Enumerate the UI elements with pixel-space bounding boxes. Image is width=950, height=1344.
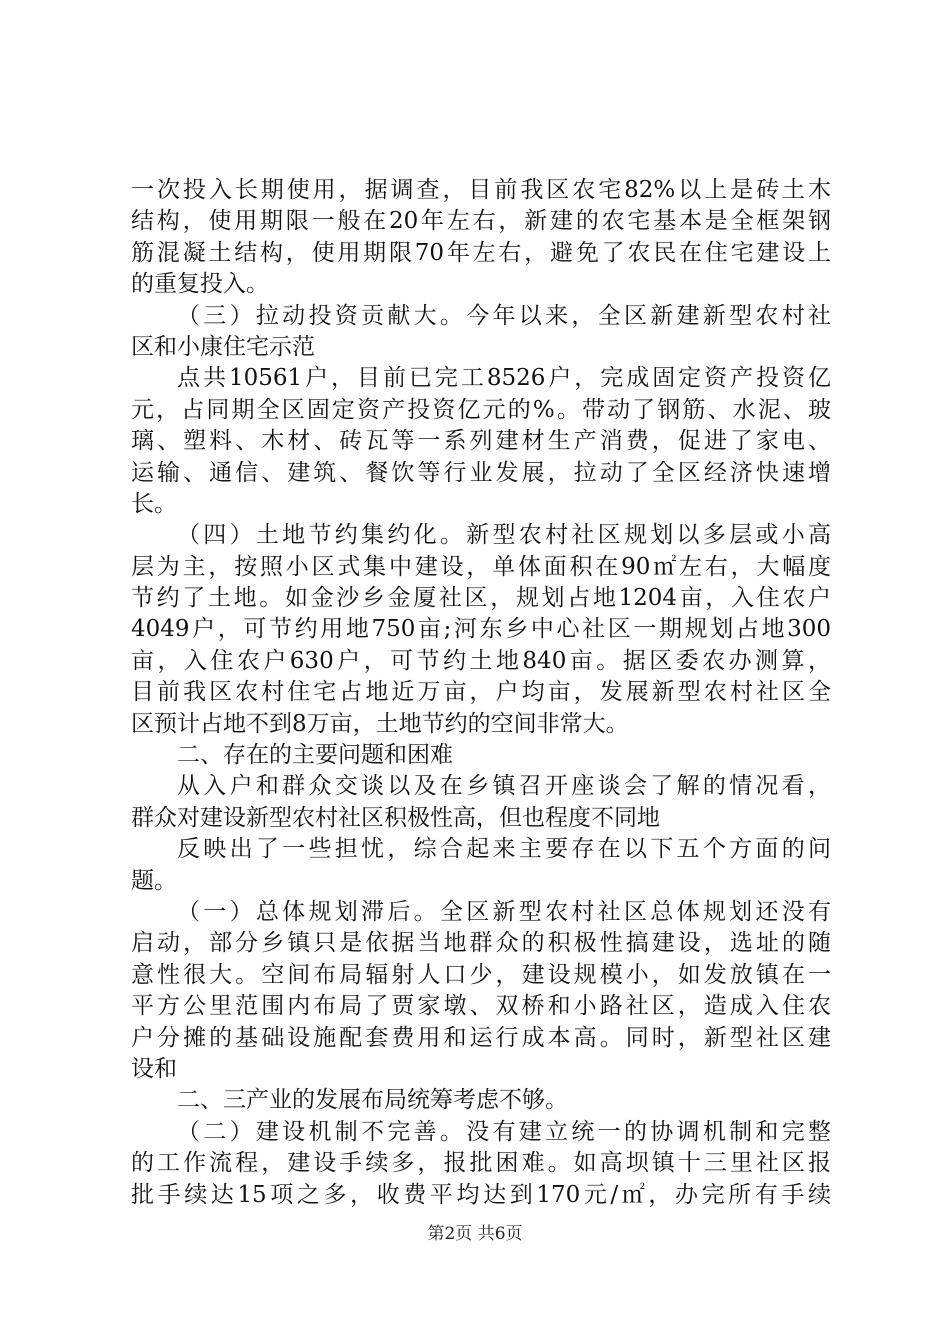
text-line: （一）总体规划滞后。全区新型农村社区总体规划还没有: [177, 898, 831, 925]
text-line: 题。: [131, 867, 177, 894]
text-line: 群众对建设新型农村社区积极性高，但也程度不同地: [131, 804, 660, 831]
text-line: 层为主，按照小区式集中建设，单体面积在90㎡左右，大幅度: [131, 553, 831, 580]
text-line: 结构，使用期限一般在20年左右，新建的农宅基本是全框架钢: [131, 208, 831, 235]
text-line: 长。: [131, 490, 177, 517]
text-line: 平方公里范围内布局了贾家墩、双桥和小路社区，造成入住农: [131, 993, 831, 1020]
document-body: [131, 175, 831, 1211]
text-line: 的重复投入。: [131, 271, 269, 298]
text-line: 节约了土地。如金沙乡金厦社区，规划占地1204亩，入住农户: [131, 585, 831, 612]
text-line: 从入户和群众交谈以及在乡镇召开座谈会了解的情况看，: [177, 773, 831, 800]
text-line: 目前我区农村住宅占地近万亩，户均亩，发展新型农村社区全: [131, 679, 831, 706]
text-line: 设和: [131, 1055, 177, 1082]
text-line: 区和小康住宅示范: [131, 333, 315, 360]
text-line: 运输、通信、建筑、餐饮等行业发展，拉动了全区经济快速增: [131, 459, 831, 486]
text-line: 璃、塑料、木材、砖瓦等一系列建材生产消费，促进了家电、: [131, 428, 831, 455]
text-line: （四）土地节约集约化。新型农村社区规划以多层或小高: [177, 522, 831, 549]
text-line: 点共10561户，目前已完工8526户，完成固定资产投资亿: [177, 365, 831, 392]
text-line: 意性很大。空间布局辐射人口少，建设规模小，如发放镇在一: [131, 961, 831, 988]
text-line: 二、三产业的发展布局统筹考虑不够。: [177, 1087, 568, 1114]
text-line: 筋混凝土结构，使用期限70年左右，避免了农民在住宅建设上: [131, 239, 831, 266]
text-line: （三）拉动投资贡献大。今年以来，全区新建新型农村社: [177, 302, 831, 329]
text-line: 户分摊的基础设施配套费用和运行成本高。同时，新型社区建: [131, 1024, 831, 1051]
page-footer: 第2页 共6页: [427, 1224, 523, 1244]
text-line: 反映出了一些担忧，综合起来主要存在以下五个方面的问: [177, 836, 831, 863]
text-line: （二）建设机制不完善。没有建立统一的协调机制和完整: [177, 1118, 831, 1145]
text-line: 二、存在的主要问题和困难: [177, 742, 453, 769]
text-line: 一次投入长期使用，据调查，目前我区农宅82%以上是砖土木: [131, 177, 831, 203]
text-line: 4049户，可节约用地750亩;河东乡中心社区一期规划占地300: [131, 616, 831, 643]
text-line: 亩，入住农户630户，可节约土地840亩。据区委农办测算，: [131, 647, 831, 674]
text-line: 批手续达15项之多，收费平均达到170元/㎡，办完所有手续: [131, 1181, 831, 1208]
text-line: 启动，部分乡镇只是依据当地群众的积极性搞建设，选址的随: [131, 930, 831, 957]
text-line: 区预计占地不到8万亩，土地节约的空间非常大。: [131, 710, 629, 737]
text-line: 元，占同期全区固定资产投资亿元的%。带动了钢筋、水泥、玻: [131, 396, 831, 423]
text-line: 的工作流程，建设手续多，报批困难。如高坝镇十三里社区报: [131, 1150, 831, 1177]
